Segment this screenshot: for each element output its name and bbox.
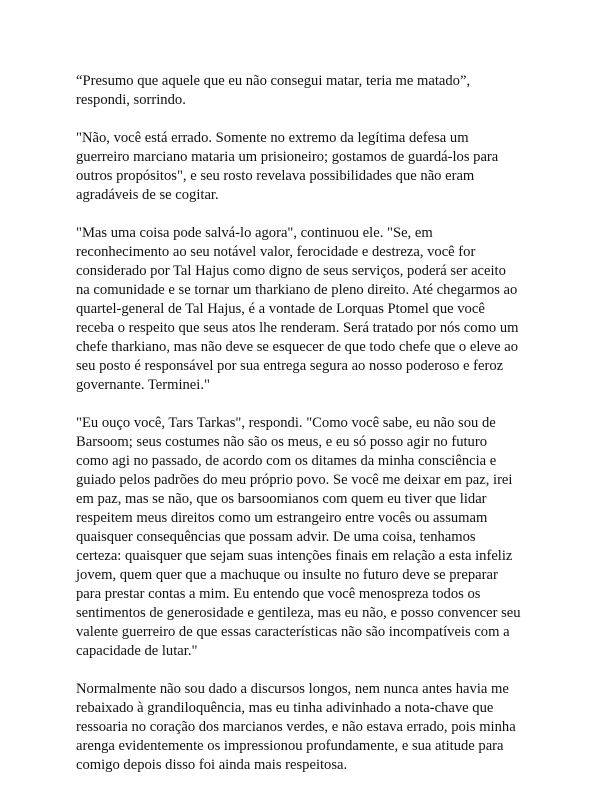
- text-line: para prestar contas a mim. Eu entendo que você menospreza todos os: [76, 586, 481, 602]
- text-line: quaisquer consequências que possam advir. De uma coisa, tenhamos: [76, 529, 476, 545]
- text-line: rebaixado à grandiloquência, mas eu tinha adivinhado a nota-chave que: [76, 700, 494, 716]
- text-line: comigo depois disso foi ainda mais respeitosa.: [76, 757, 348, 773]
- text-line: ressoaria no coração dos marcianos verdes, e não estava errado, pois minha: [76, 719, 516, 735]
- text-line: arenga evidentemente os impressionou profundamente, e sua atitude para: [76, 738, 504, 754]
- paragraph-5: [76, 680, 538, 775]
- text-line: respondi, sorrindo.: [76, 92, 186, 108]
- text-line: em paz, mas se não, que os barsoomianos com quem eu tiver que lidar: [76, 491, 487, 507]
- text-line: certeza: quaisquer que sejam suas intenções finais em relação a esta infeliz: [76, 548, 513, 564]
- paragraph-2: [76, 129, 538, 205]
- text-line: chefe tharkiano, mas não deve se esquecer de que todo chefe que o eleve ao: [76, 339, 519, 355]
- text-line: "Mas uma coisa pode salvá-lo agora", continuou ele. "Se, em: [76, 225, 433, 241]
- text-line: considerado por Tal Hajus como digno de seus serviços, poderá ser aceito: [76, 263, 506, 279]
- text-line: guiado pelos padrões do meu próprio povo. Se você me deixar em paz, irei: [76, 472, 513, 488]
- text-line: valente guerreiro de que essas características não são incompatíveis com a: [76, 624, 510, 640]
- text-line: respeitem meus direitos como um estrangeiro entre vocês ou assumam: [76, 510, 488, 526]
- text-line: Barsoom; seus costumes não são os meus, e eu só posso agir no futuro: [76, 434, 488, 450]
- text-line: "Eu ouço você, Tars Tarkas", respondi. "Como você sabe, eu não sou de: [76, 415, 496, 431]
- text-line: seu posto é responsável por sua entrega segura ao nosso poderoso e feroz: [76, 358, 504, 374]
- body-text: [76, 72, 538, 794]
- paragraph-1: [76, 72, 538, 110]
- paragraph-4: [76, 414, 538, 661]
- text-line: guerreiro marciano mataria um prisioneiro; gostamos de guardá-los para: [76, 149, 499, 165]
- text-line: jovem, quem quer que a machuque ou insulte no futuro deve se preparar: [76, 567, 498, 583]
- paragraph-3: [76, 224, 538, 395]
- text-line: governante. Terminei.": [76, 377, 210, 393]
- text-line: na comunidade e se tornar um tharkiano de pleno direito. Até chegarmos ao: [76, 282, 518, 298]
- text-line: receba o respeito que seus atos lhe renderam. Será tratado por nós como um: [76, 320, 519, 336]
- text-line: capacidade de lutar.": [76, 643, 198, 659]
- text-line: como agi no passado, de acordo com os ditames da minha consciência e: [76, 453, 497, 469]
- text-line: Normalmente não sou dado a discursos longos, nem nunca antes havia me: [76, 681, 509, 697]
- text-line: reconhecimento ao seu notável valor, ferocidade e destreza, você for: [76, 244, 476, 260]
- text-line: “Presumo que aquele que eu não consegui matar, teria me matado”,: [76, 73, 471, 89]
- text-line: quartel-general de Tal Hajus, é a vontade de Lorquas Ptomel que você: [76, 301, 485, 317]
- text-line: "Não, você está errado. Somente no extremo da legítima defesa um: [76, 130, 469, 146]
- text-line: sentimentos de generosidade e gentileza, mas eu não, e posso convencer seu: [76, 605, 521, 621]
- text-line: outros propósitos", e seu rosto revelava possibilidades que não eram: [76, 168, 475, 184]
- text-line: agradáveis de se cogitar.: [76, 187, 219, 203]
